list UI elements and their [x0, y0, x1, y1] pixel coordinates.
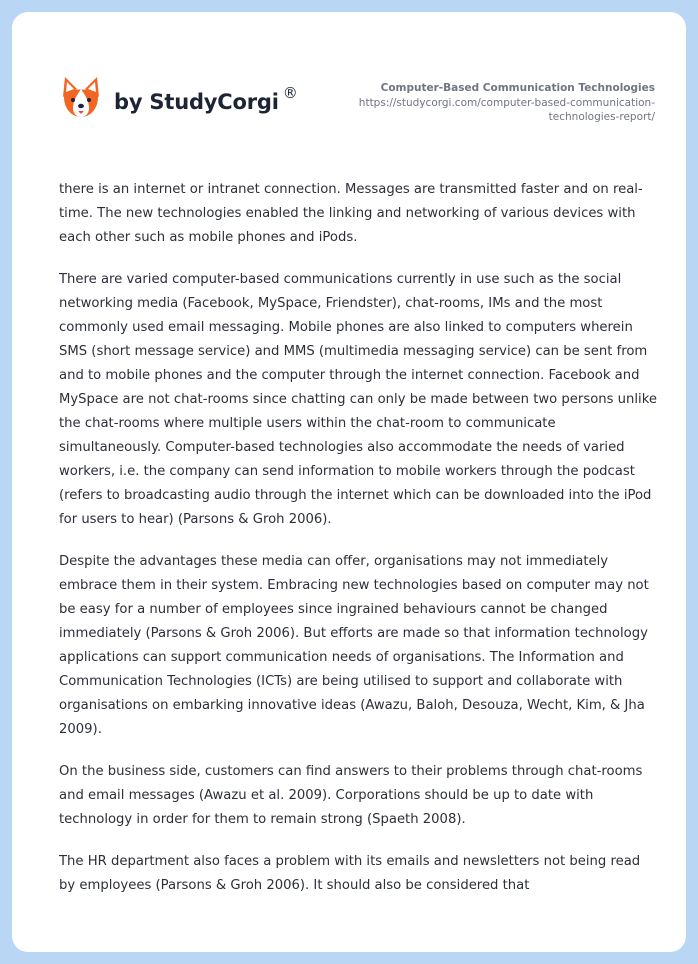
- brand-name: by StudyCorgi ®: [114, 84, 298, 114]
- document-url-line-1: https://studycorgi.com/computer-based-communication-: [358, 97, 655, 109]
- document-info: [325, 81, 655, 124]
- document-url[interactable]: [325, 96, 655, 124]
- studycorgi-logo[interactable]: [60, 74, 298, 124]
- corgi-logo-icon: [60, 75, 102, 123]
- document-title: Computer-Based Communication Technologies: [380, 82, 655, 94]
- paragraph: On the business side, customers can find answers to their problems through chat-rooms and email messages (Awazu et al. 2009). Corporations should be up to date with technology in order for them to remain strong (Spaeth 2008).: [59, 764, 643, 827]
- paragraph: There are varied computer-based communications currently in use such as the social networking media (Facebook, MySpace, Friendster), chat-rooms, IMs and the most commonly used email messaging. Mobile phones are also linked to computers wherein SMS (short message service) and MMS (multimedia messaging service) can be sent from and to mobile phones and the computer through the internet connection. Facebook and MySpace are not chat-rooms since chatting can only be made between two persons unlike the chat-rooms where multiple users within the chat-room to communicate simultaneously. Computer-based technologies also accommodate the needs of varied workers, i.e. the company can send information to mobile workers through the podcast (refers to broadcasting audio through the internet which can be downloaded into the iPod for users to hear) (Parsons & Groh 2006).: [59, 272, 658, 527]
- document-url-line-2: technologies-report/: [548, 111, 655, 123]
- registered-mark: ®: [282, 84, 298, 102]
- paragraph: The HR department also faces a problem with its emails and newsletters not being read by employees (Parsons & Groh 2006). It should also be considered that: [59, 854, 641, 893]
- paragraph: Despite the advantages these media can offer, organisations may not immediately embrace them in their system. Embracing new technologies based on computer may not be easy for a number of employees since ingrained behaviours cannot be changed immediately (Parsons & Groh 2006). But efforts are made so that information technology applications can support communication needs of organisations. The Information and Communication Technologies (ICTs) are being utilised to support and collaborate with organisations on embarking innovative ideas (Awazu, Baloh, Desouza, Wecht, Kim, & Jha 2009).: [59, 554, 649, 737]
- document-page: [12, 12, 686, 952]
- document-body: [59, 178, 659, 916]
- paragraph: there is an internet or intranet connection. Messages are transmitted faster and on real-time. The new technologies enabled the linking and networking of various devices with each other such as mobile phones and iPods.: [59, 182, 643, 245]
- page-header: [12, 12, 686, 162]
